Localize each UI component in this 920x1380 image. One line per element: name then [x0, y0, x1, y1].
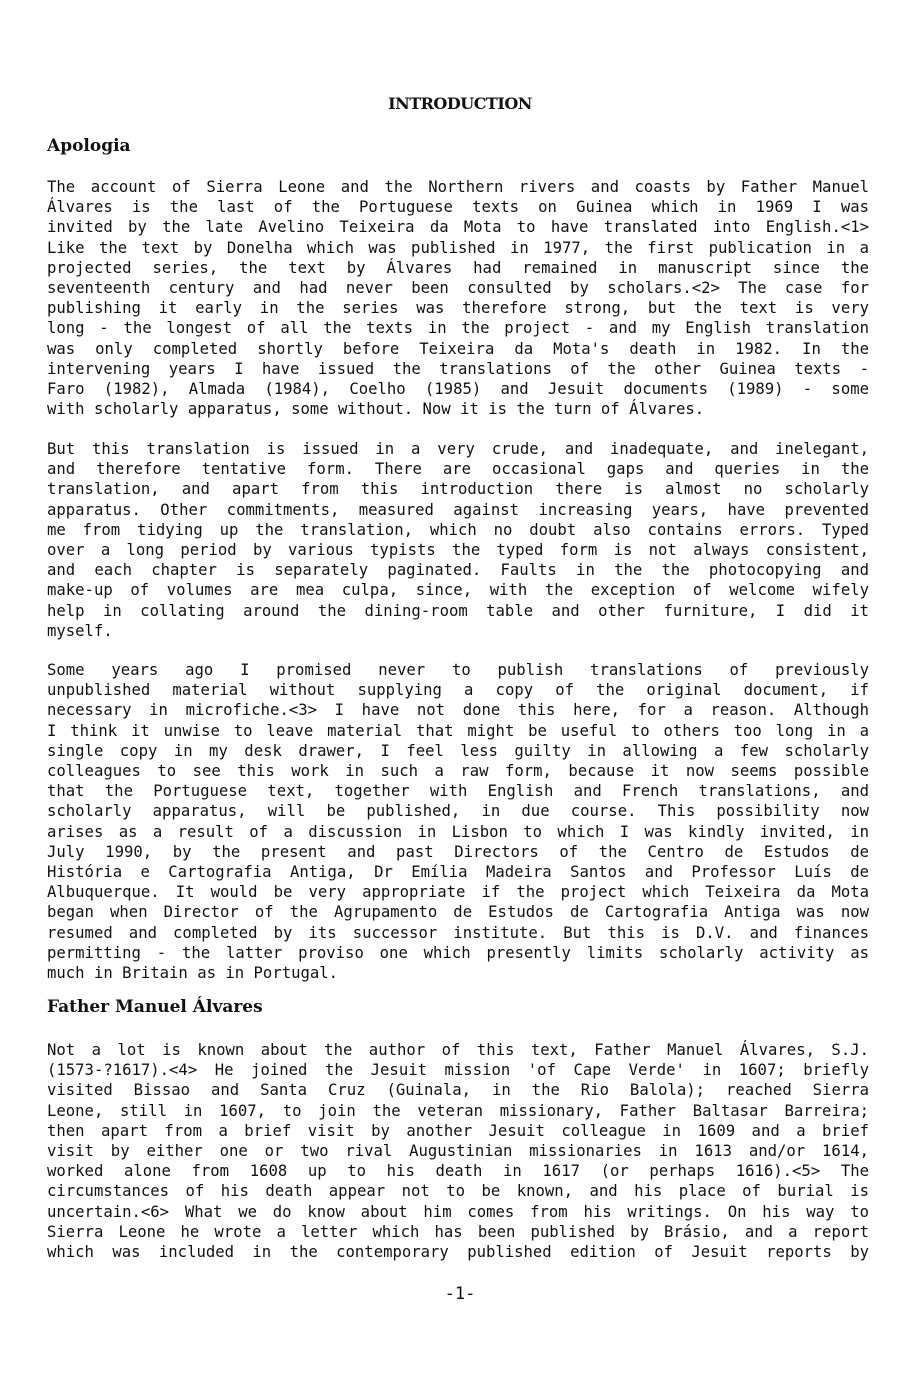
text-line: projected series, the text by Álvares had remained in manuscript since the	[47, 258, 869, 277]
text-line: with scholarly apparatus, some without. Now it is the turn of Álvares.	[47, 400, 705, 419]
text-line: make-up of volumes are mea culpa, since, with the exception of welcome wifely	[47, 581, 869, 600]
text-line: Albuquerque. It would be very appropriate if the project which Teixeira da Mota	[47, 883, 869, 902]
text-line: and each chapter is separately paginated. Faults in the the photocopying and	[47, 561, 869, 580]
text-line: Álvares is the last of the Portuguese texts on Guinea which in 1969 I was	[47, 198, 869, 217]
section-heading-apologia: Apologia	[47, 136, 131, 156]
paragraph-alvares-1	[47, 1040, 869, 1262]
text-line: me from tidying up the translation, which no doubt also contains errors. Typed	[47, 520, 869, 539]
text-line: arises as a result of a discussion in Lisbon to which I was kindly invited, in	[47, 822, 869, 841]
text-line: Like the text by Donelha which was published in 1977, the first publication in a	[47, 238, 869, 257]
page-number: -1-	[444, 1284, 476, 1304]
text-line: then apart from a brief visit by another Jesuit colleague in 1609 and a brief	[47, 1121, 869, 1140]
text-line: was only completed shortly before Teixeira da Mota's death in 1982. In the	[47, 339, 869, 358]
text-line: Leone, still in 1607, to join the veteran missionary, Father Baltasar Barreira;	[47, 1101, 869, 1120]
text-line: visited Bissao and Santa Cruz (Guinala, in the Rio Balola); reached Sierra	[47, 1081, 869, 1100]
text-line: Not a lot is known about the author of this text, Father Manuel Álvares, S.J.	[47, 1041, 869, 1059]
text-line: that the Portuguese text, together with English and French translations, and	[47, 782, 869, 801]
section-heading-father-manuel-alvares: Father Manuel Álvares	[47, 997, 263, 1017]
text-line: unpublished material without supplying a copy of the original document, if	[47, 681, 869, 700]
text-line: long - the longest of all the texts in the project - and my English translation	[47, 319, 869, 338]
page-title: INTRODUCTION	[388, 94, 532, 113]
text-line: uncertain.<6> What we do know about him comes from his writings. On his way to	[47, 1202, 869, 1221]
text-line: I think it unwise to leave material that might be useful to others too long in a	[47, 721, 869, 740]
text-line: But this translation is issued in a very crude, and inadequate, and inelegant,	[47, 440, 869, 458]
text-line: invited by the late Avelino Teixeira da Mota to have translated into English.<1>	[47, 218, 869, 237]
text-line: help in collating around the dining-room table and other furniture, I did it	[47, 601, 869, 620]
text-line: translation, and apart from this introduction there is almost no scholarly	[47, 480, 869, 499]
text-line: began when Director of the Agrupamento de Estudos de Cartografia Antiga was now	[47, 903, 869, 922]
text-line: colleagues to see this work in such a raw form, because it now seems possible	[47, 762, 869, 781]
paragraph-apologia-3	[47, 660, 869, 983]
text-line: intervening years I have issued the translations of the other Guinea texts -	[47, 359, 869, 378]
text-line: single copy in my desk drawer, I feel less guilty in allowing a few scholarly	[47, 741, 869, 760]
text-line: much in Britain as in Portugal.	[47, 964, 339, 983]
text-line: Some years ago I promised never to publish translations of previously	[47, 661, 869, 679]
text-line: The account of Sierra Leone and the Northern rivers and coasts by Father Manuel	[47, 178, 869, 196]
text-line: which was included in the contemporary published edition of Jesuit reports by	[47, 1243, 869, 1262]
text-line: permitting - the latter proviso one which presently limits scholarly activity as	[47, 943, 869, 962]
text-line: seventeenth century and had never been consulted by scholars.<2> The case for	[47, 279, 869, 298]
text-line: Sierra Leone he wrote a letter which has been published by Brásio, and a report	[47, 1222, 869, 1241]
text-line: publishing it early in the series was therefore strong, but the text is very	[47, 299, 869, 318]
text-line: circumstances of his death appear not to be known, and his place of burial is	[47, 1182, 869, 1201]
text-line: apparatus. Other commitments, measured against increasing years, have prevented	[47, 500, 869, 519]
text-line: (1573-?1617).<4> He joined the Jesuit mission 'of Cape Verde' in 1607; briefly	[47, 1061, 869, 1080]
text-line: myself.	[47, 621, 113, 640]
text-line: visit by either one or two rival Augustinian missionaries in 1613 and/or 1614,	[47, 1142, 869, 1161]
text-line: História e Cartografia Antiga, Dr Emília Madeira Santos and Professor Luís de	[47, 863, 869, 882]
paragraph-apologia-2	[47, 439, 869, 641]
text-line: and therefore tentative form. There are occasional gaps and queries in the	[47, 460, 869, 479]
text-line: scholarly apparatus, will be published, in due course. This possibility now	[47, 802, 869, 821]
text-line: resumed and completed by its successor institute. But this is D.V. and finances	[47, 923, 869, 942]
text-line: July 1990, by the present and past Directors of the Centro de Estudos de	[47, 842, 869, 861]
paragraph-apologia-1	[47, 177, 869, 419]
text-line: necessary in microfiche.<3> I have not done this here, for a reason. Although	[47, 701, 869, 720]
text-line: worked alone from 1608 up to his death in 1617 (or perhaps 1616).<5> The	[47, 1162, 869, 1181]
text-line: Faro (1982), Almada (1984), Coelho (1985) and Jesuit documents (1989) - some	[47, 380, 869, 399]
text-line: over a long period by various typists the typed form is not always consistent,	[47, 541, 869, 560]
